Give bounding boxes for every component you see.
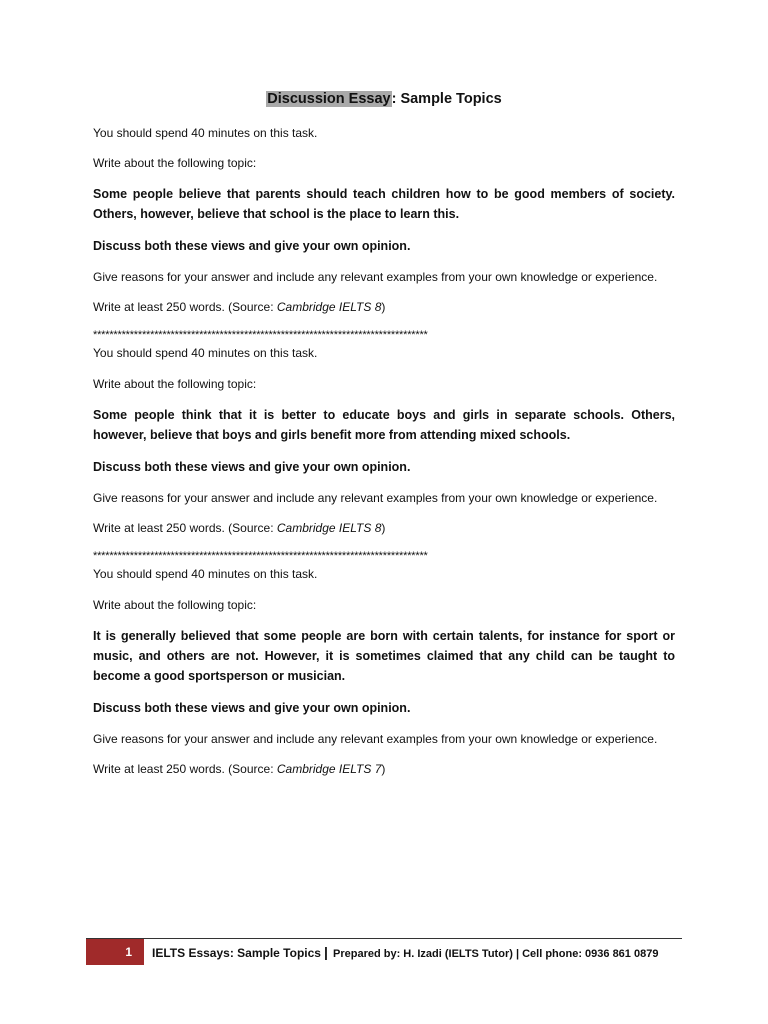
title-highlighted: Discussion Essay	[267, 91, 391, 107]
task-2-source-book: Cambridge IELTS 8	[276, 521, 382, 535]
footer-author: Prepared by: H. Izadi (IELTS Tutor)	[333, 948, 513, 960]
separator-1: **********************************************************************************	[93, 329, 428, 341]
task-2-time: You should spend 40 minutes on this task.	[93, 346, 318, 360]
task-1-time: You should spend 40 minutes on this task.	[93, 126, 318, 140]
footer-text	[152, 939, 658, 965]
task-1-word-count: Write at least 250 words. (Source: Cambridge IELTS 8)	[93, 300, 386, 314]
task-2-intro: Write about the following topic:	[93, 377, 257, 391]
task-3-time: You should spend 40 minutes on this task.	[93, 567, 318, 581]
task-1-discuss: Discuss both these views and give your own opinion.	[93, 239, 411, 253]
task-2-discuss: Discuss both these views and give your own opinion.	[93, 460, 411, 474]
task-1-source-book: Cambridge IELTS 8	[276, 300, 382, 314]
task-3-reasons: Give reasons for your answer and include any relevant examples from your own knowledge or experience.	[93, 732, 658, 746]
task-3-topic: It is generally believed that some people are born with certain talents, for instance for sport or music, and others are not. However, it is sometimes claimed that any child can be taught to become a good sportsperson or musician.	[93, 629, 675, 683]
page-footer	[86, 938, 682, 965]
task-1-topic: Some people believe that parents should teach children how to be good members of society. Others, however, believe that school is the place to learn this.	[93, 187, 675, 221]
task-2-reasons: Give reasons for your answer and include any relevant examples from your own knowledge or experience.	[93, 491, 658, 505]
footer-doc-title: IELTS Essays: Sample Topics	[152, 946, 321, 960]
page-title	[0, 89, 768, 109]
footer-phone: Cell phone: 0936 861 0879	[522, 948, 659, 960]
task-1-intro: Write about the following topic:	[93, 156, 257, 170]
task-2-word-count: Write at least 250 words. (Source: Cambridge IELTS 8)	[93, 521, 386, 535]
essay-tasks	[93, 124, 675, 778]
title-rest: : Sample Topics	[391, 91, 502, 107]
footer-divider: |	[324, 944, 328, 960]
footer-divider-2: |	[515, 948, 520, 960]
task-1-reasons: Give reasons for your answer and include any relevant examples from your own knowledge or experience.	[93, 270, 658, 284]
footer-page-number: 1	[86, 939, 144, 965]
task-3-intro: Write about the following topic:	[93, 598, 257, 612]
separator-2: **********************************************************************************	[93, 550, 428, 562]
task-2-topic: Some people think that it is better to educate boys and girls in separate schools. Others, however, believe that boys and girls benefit more from attending mixed schools.	[93, 408, 675, 442]
task-3-source-book: Cambridge IELTS 7	[276, 762, 382, 776]
task-3-word-count: Write at least 250 words. (Source: Cambridge IELTS 7)	[93, 762, 386, 776]
task-3-discuss: Discuss both these views and give your own opinion.	[93, 701, 411, 715]
